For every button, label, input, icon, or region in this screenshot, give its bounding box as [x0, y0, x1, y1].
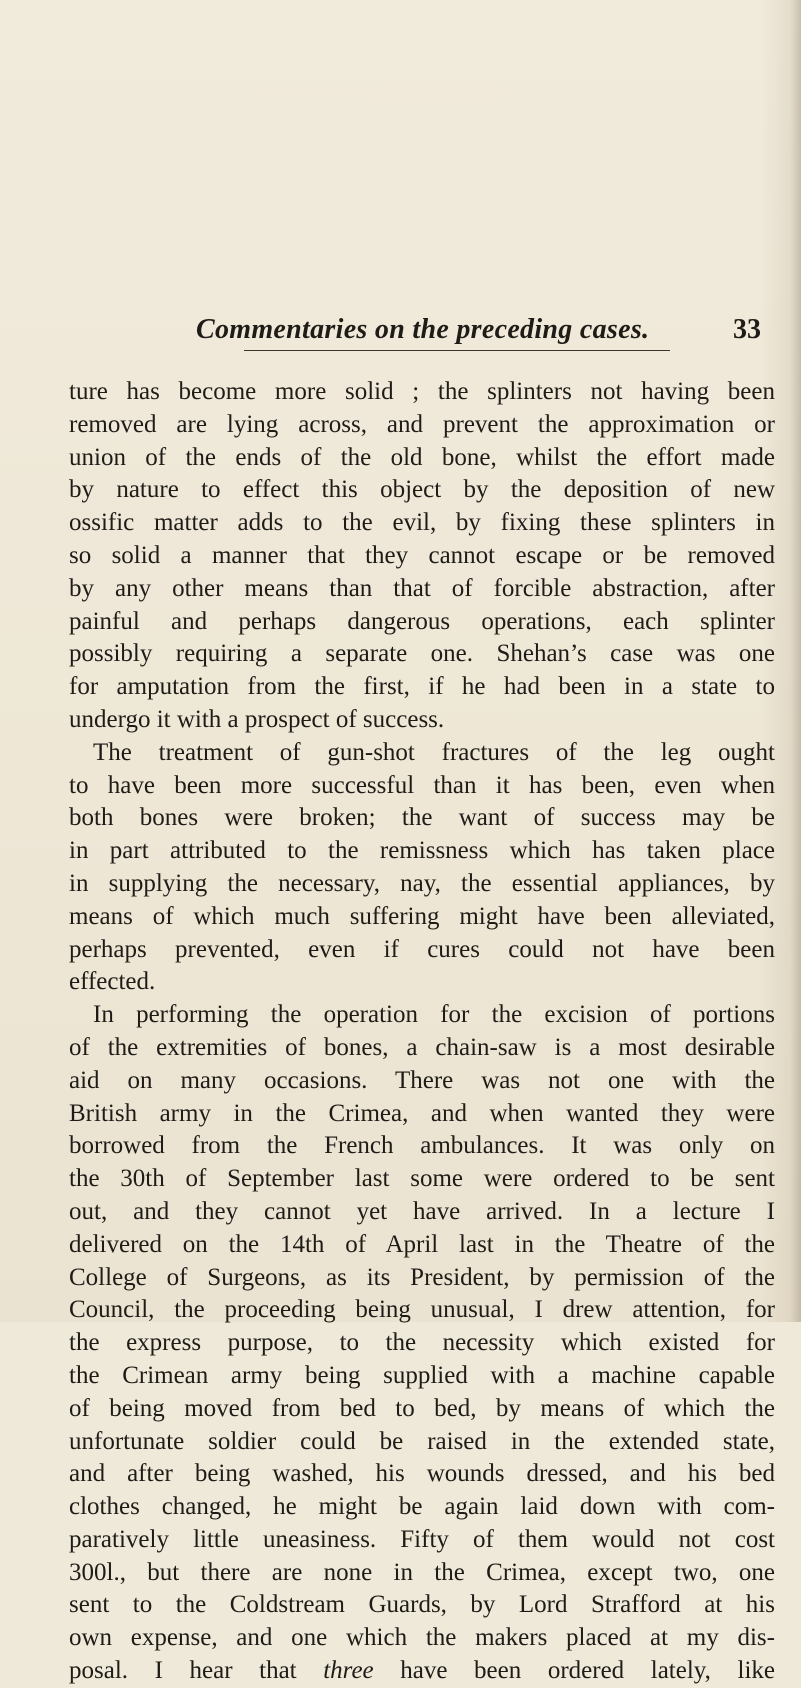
text-line: of being moved from bed to bed, by means of which the — [69, 1394, 775, 1422]
text-line: union of the ends of the old bone, whilst the effort made — [69, 443, 775, 471]
text-line-final — [69, 1655, 775, 1688]
text-line: so solid a manner that they cannot escape or be removed — [69, 541, 775, 569]
text-line: the 30th of September last some were ordered to be sent — [69, 1165, 775, 1193]
text-line: British army in the Crimea, and when wanted they were — [69, 1099, 775, 1127]
text-line: In performing the operation for the excision of portions — [93, 1001, 775, 1029]
text-line: for amputation from the first, if he had been in a state to — [69, 673, 775, 701]
text-line: unfortunate soldier could be raised in the extended state, — [69, 1427, 775, 1455]
text-line: aid on many occasions. There was not one with the — [69, 1066, 775, 1094]
emphasized-word: three — [323, 1657, 374, 1685]
text-line: by nature to effect this object by the deposition of new — [69, 476, 775, 504]
text-line: the express purpose, to the necessity which existed for — [69, 1329, 775, 1357]
text-line: the Crimean army being supplied with a machine capable — [69, 1361, 775, 1389]
text-fragment: have been ordered lately, like — [400, 1657, 775, 1685]
header-rule — [244, 350, 670, 351]
text-line: own expense, and one which the makers placed at my dis- — [69, 1624, 775, 1652]
text-line: undergo it with a prospect of success. — [69, 705, 445, 733]
text-line: 300l., but there are none in the Crimea, except two, one — [69, 1558, 775, 1586]
text-line: by any other means than that of forcible abstraction, after — [69, 574, 775, 602]
text-line: both bones were broken; the want of success may be — [69, 804, 775, 832]
text-line: College of Surgeons, as its President, by permission of the — [69, 1263, 775, 1291]
text-line: in part attributed to the remissness which has taken place — [69, 837, 775, 865]
text-line: borrowed from the French ambulances. It was only on — [69, 1132, 775, 1160]
text-fragment: posal. I hear that — [69, 1657, 297, 1685]
page-header — [196, 314, 761, 354]
text-line: and after being washed, his wounds dressed, and his bed — [69, 1460, 775, 1488]
text-line: Council, the proceeding being unusual, I drew attention, for — [69, 1296, 775, 1324]
text-line: ossific matter adds to the evil, by fixing these splinters in — [69, 509, 775, 537]
text-line: The treatment of gun-shot fractures of the leg ought — [93, 738, 775, 766]
text-line: possibly requiring a separate one. Shehan’s case was one — [69, 640, 775, 668]
text-line: removed are lying across, and prevent the approximation or — [69, 410, 775, 438]
text-line: paratively little uneasiness. Fifty of them would not cost — [69, 1525, 775, 1553]
text-line: perhaps prevented, even if cures could not have been — [69, 935, 775, 963]
text-line: in supplying the necessary, nay, the essential appliances, by — [69, 869, 775, 897]
text-line: means of which much suffering might have been alleviated, — [69, 902, 775, 930]
text-line: effected. — [69, 968, 156, 996]
text-line: of the extremities of bones, a chain-saw is a most desirable — [69, 1033, 775, 1061]
text-line: to have been more successful than it has been, even when — [69, 771, 775, 799]
text-line: sent to the Coldstream Guards, by Lord Strafford at his — [69, 1591, 775, 1619]
text-line: ture has become more solid ; the splinters not having been — [69, 378, 775, 405]
body-text — [69, 376, 775, 1688]
text-line: clothes changed, he might be again laid down with com- — [69, 1493, 775, 1521]
text-line: delivered on the 14th of April last in the Theatre of the — [69, 1230, 775, 1258]
text-line: painful and perhaps dangerous operations, each splinter — [69, 607, 775, 635]
text-line: out, and they cannot yet have arrived. In a lecture I — [69, 1197, 775, 1225]
running-head: Commentaries on the preceding cases. — [196, 314, 650, 345]
page-number: 33 — [733, 314, 761, 345]
